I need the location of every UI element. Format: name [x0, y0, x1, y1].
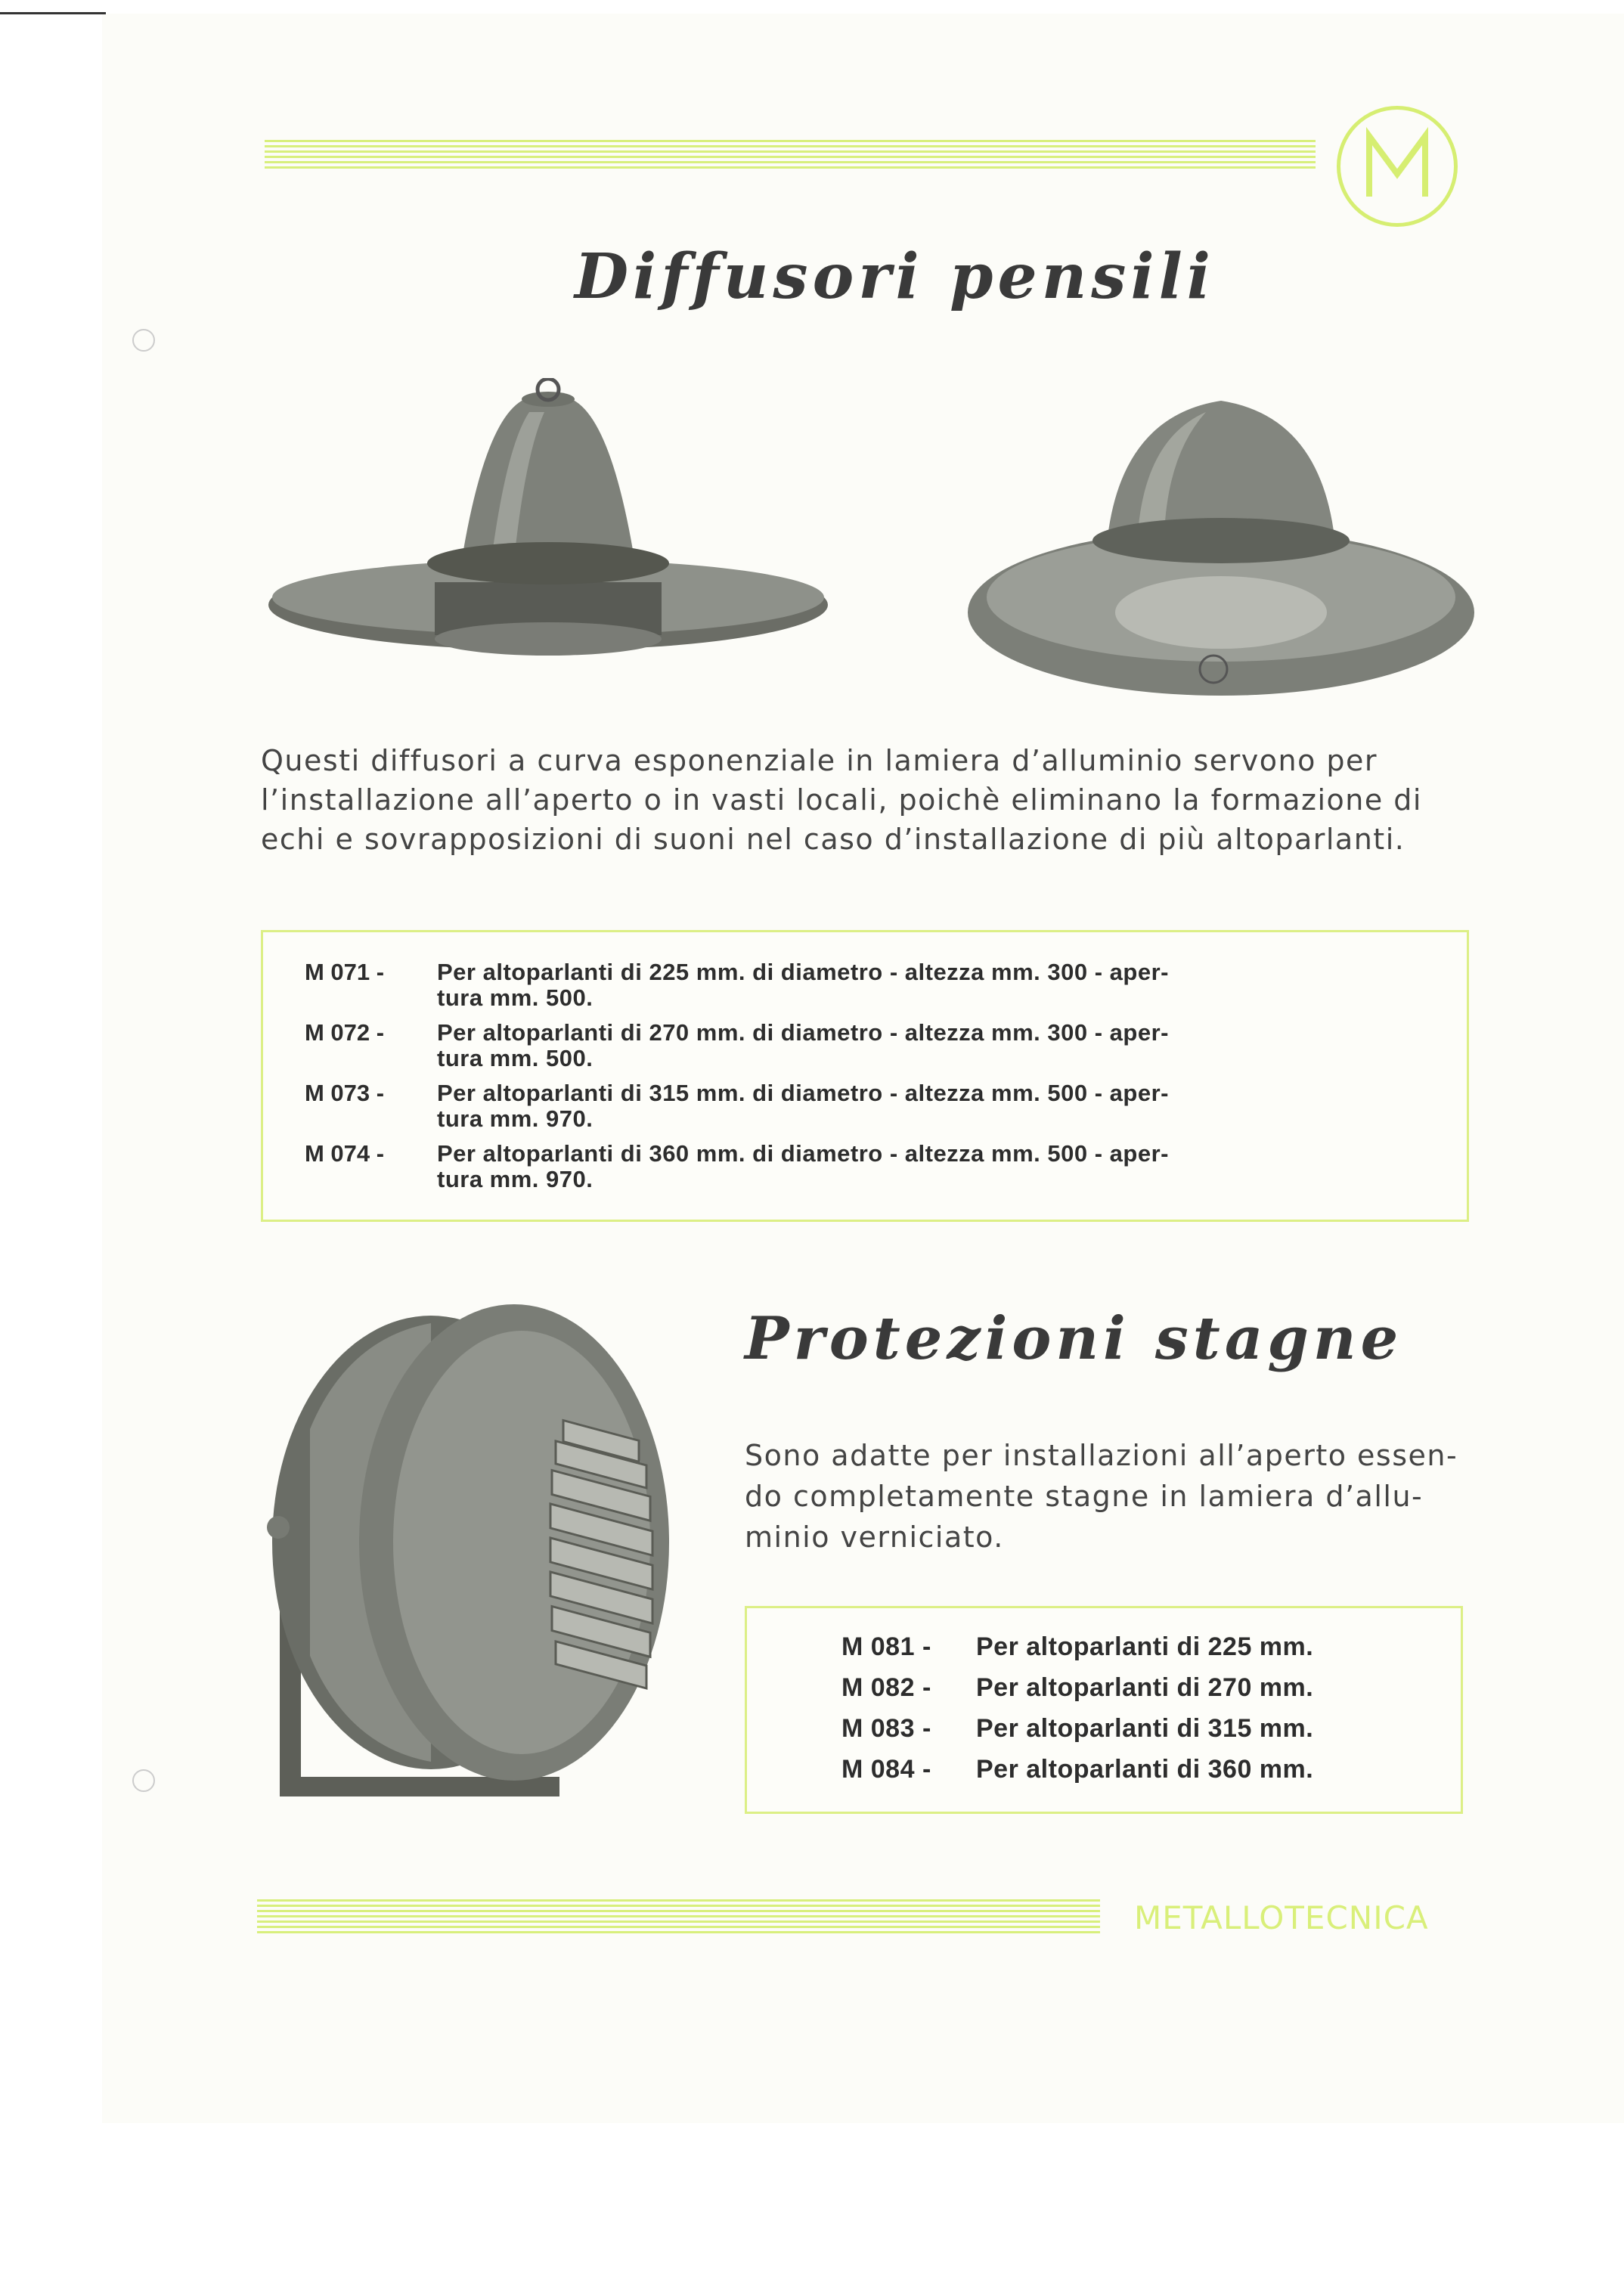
- description-line: do completamente stagne in lamiera d’allu-: [745, 1480, 1424, 1513]
- product-description: Per altoparlanti di 315 mm. di diametro - altezza mm. 500 - aper-: [437, 1080, 1169, 1106]
- section-title-protezioni: Protezioni stagne: [745, 1304, 1403, 1373]
- product-code: M 071 -: [305, 959, 385, 985]
- description-protezioni: [745, 1435, 1458, 1558]
- product-row-m072: [305, 1019, 1169, 1071]
- product-description: Per altoparlanti di 360 mm.: [976, 1755, 1314, 1784]
- product-row-m073: [305, 1080, 1169, 1132]
- description-line: Questi diffusori a curva esponenziale in lamiera d’alluminio servono per: [261, 744, 1378, 777]
- product-code: M 072 -: [305, 1019, 385, 1046]
- product-code: M 081 -: [841, 1632, 931, 1661]
- product-description: Per altoparlanti di 270 mm. di diametro - altezza mm. 300 - aper-: [437, 1019, 1169, 1046]
- header-stripes: [265, 140, 1316, 172]
- product-description: Per altoparlanti di 225 mm.: [976, 1632, 1314, 1661]
- bell-speaker-image-left: [265, 378, 839, 680]
- description-line: echi e sovrapposizioni di suoni nel caso d’installazione di più altoparlanti.: [261, 823, 1406, 856]
- product-description: Per altoparlanti di 270 mm.: [976, 1673, 1314, 1702]
- product-description-cont: tura mm. 970.: [437, 1105, 594, 1132]
- product-row-m082: [841, 1673, 1313, 1703]
- description-line: l’installazione all’aperto o in vasti locali, poichè eliminano la formazione di: [261, 783, 1422, 817]
- product-code: M 073 -: [305, 1080, 385, 1106]
- product-list-diffusori: [261, 930, 1469, 1222]
- description-diffusori: [261, 741, 1422, 859]
- product-row-m081: [841, 1632, 1313, 1662]
- description-line: Sono adatte per installazioni all’aperto essen-: [745, 1439, 1458, 1472]
- product-description-cont: tura mm. 970.: [437, 1166, 594, 1192]
- product-description: Per altoparlanti di 315 mm.: [976, 1714, 1314, 1743]
- section-title-diffusori: Diffusori pensili: [575, 240, 1215, 313]
- punch-hole-top: [132, 329, 155, 352]
- product-description-cont: tura mm. 500.: [437, 1045, 594, 1071]
- product-row-m084: [841, 1755, 1313, 1784]
- product-description: Per altoparlanti di 360 mm. di diametro - altezza mm. 500 - aper-: [437, 1140, 1169, 1167]
- product-row-m071: [305, 959, 1169, 1011]
- product-description: Per altoparlanti di 225 mm. di diametro - altezza mm. 300 - aper-: [437, 959, 1169, 985]
- description-line: minio verniciato.: [745, 1521, 1004, 1554]
- brand-logo: [1337, 106, 1458, 227]
- product-code: M 084 -: [841, 1755, 931, 1784]
- product-code: M 083 -: [841, 1714, 931, 1743]
- product-code: M 074 -: [305, 1140, 385, 1167]
- footer-stripes: [257, 1899, 1100, 1936]
- logo-m-icon: [1340, 110, 1454, 223]
- punch-hole-bottom: [132, 1769, 155, 1792]
- page-edge: [0, 12, 106, 14]
- bell-speaker-image-right: [964, 386, 1478, 703]
- product-row-m083: [841, 1714, 1313, 1744]
- product-row-m074: [305, 1140, 1169, 1192]
- product-list-protezioni: [745, 1606, 1463, 1814]
- product-description-cont: tura mm. 500.: [437, 984, 594, 1011]
- product-code: M 082 -: [841, 1673, 931, 1702]
- weatherproof-housing-image: [257, 1278, 741, 1807]
- brand-name: METALLOTECNICA: [1134, 1899, 1429, 1936]
